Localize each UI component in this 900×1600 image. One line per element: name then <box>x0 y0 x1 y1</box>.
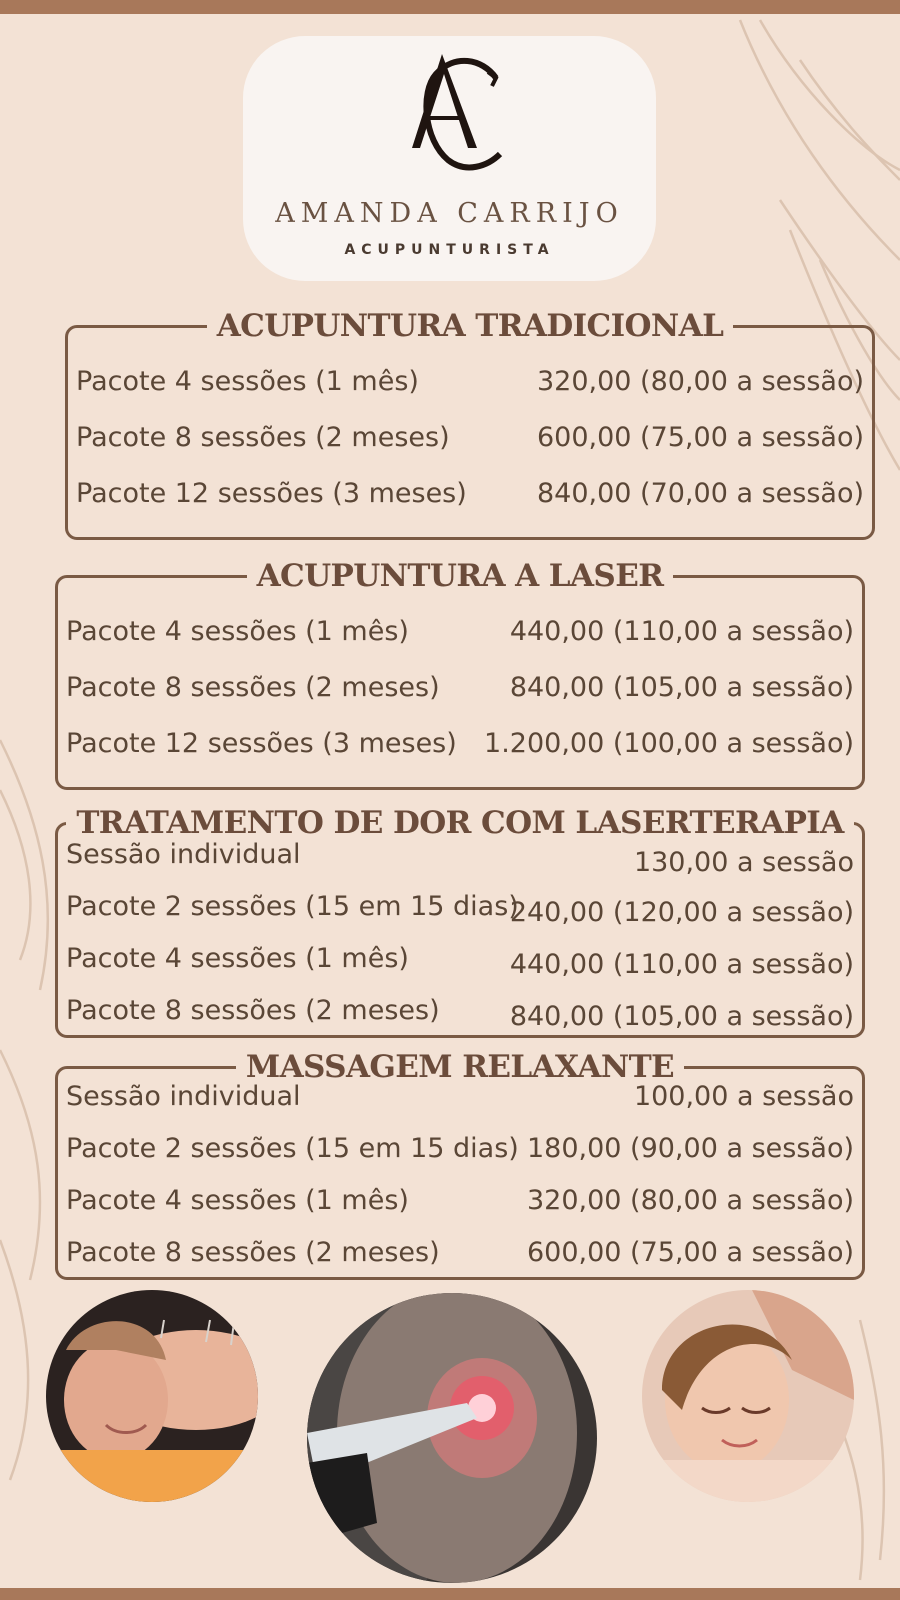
package-name: Pacote 12 sessões (3 meses) <box>66 728 457 759</box>
package-price: 840,00 (105,00 a sessão) <box>509 672 854 703</box>
acupuncture-photo <box>46 1290 258 1502</box>
price-row <box>76 366 864 406</box>
package-price: 180,00 (90,00 a sessão) <box>526 1133 854 1164</box>
package-price: 600,00 (75,00 a sessão) <box>526 1237 854 1268</box>
section-title: ACUPUNTURA A LASER <box>247 558 674 594</box>
price-row <box>76 422 864 462</box>
package-price: 1.200,00 (100,00 a sessão) <box>484 728 854 759</box>
brand-subtitle: ACUPUNTURISTA <box>344 242 555 258</box>
package-name: Pacote 8 sessões (2 meses) <box>66 1237 440 1268</box>
package-price: 440,00 (110,00 a sessão) <box>509 949 854 980</box>
price-row <box>66 1133 854 1173</box>
price-row <box>66 728 854 768</box>
package-price: 440,00 (110,00 a sessão) <box>509 616 854 647</box>
section-title: TRATAMENTO DE DOR COM LASERTERAPIA <box>66 805 853 841</box>
price-row <box>66 891 854 931</box>
package-price: 840,00 (105,00 a sessão) <box>509 1001 854 1032</box>
price-row <box>66 1237 854 1277</box>
section-tratamento-dor <box>55 805 865 1038</box>
brand-name: AMANDA CARRIJO <box>275 198 624 229</box>
monogram-logo <box>384 46 514 186</box>
package-price: 600,00 (75,00 a sessão) <box>536 422 864 453</box>
package-name: Pacote 4 sessões (1 mês) <box>66 1185 409 1216</box>
price-row <box>66 1081 854 1121</box>
package-price: 240,00 (120,00 a sessão) <box>509 897 854 928</box>
logo-card <box>243 36 656 281</box>
laser-therapy-photo <box>307 1293 597 1583</box>
package-name: Pacote 8 sessões (2 meses) <box>76 422 450 453</box>
massage-photo <box>642 1290 854 1502</box>
package-name: Pacote 12 sessões (3 meses) <box>76 478 467 509</box>
package-name: Pacote 8 sessões (2 meses) <box>66 672 440 703</box>
package-price: 320,00 (80,00 a sessão) <box>536 366 864 397</box>
price-row <box>66 672 854 712</box>
section-acupuntura-laser <box>55 558 865 790</box>
section-massagem-relaxante <box>55 1049 865 1280</box>
package-name: Sessão individual <box>66 839 301 870</box>
package-name: Pacote 2 sessões (15 em 15 dias) <box>66 1133 519 1164</box>
package-name: Pacote 4 sessões (1 mês) <box>66 943 409 974</box>
package-name: Pacote 8 sessões (2 meses) <box>66 995 440 1026</box>
price-row <box>76 478 864 518</box>
package-name: Pacote 2 sessões (15 em 15 dias) <box>66 891 519 922</box>
section-title: MASSAGEM RELAXANTE <box>236 1049 684 1085</box>
bottom-border-bar <box>0 1588 900 1600</box>
package-price: 840,00 (70,00 a sessão) <box>536 478 864 509</box>
package-price: 100,00 a sessão <box>633 1081 854 1112</box>
package-name: Pacote 4 sessões (1 mês) <box>66 616 409 647</box>
price-row <box>66 616 854 656</box>
top-border-bar <box>0 0 900 14</box>
package-name: Sessão individual <box>66 1081 301 1112</box>
section-acupuntura-tradicional <box>65 308 875 540</box>
section-title: ACUPUNTURA TRADICIONAL <box>207 308 734 344</box>
package-name: Pacote 4 sessões (1 mês) <box>76 366 419 397</box>
price-row <box>66 943 854 983</box>
price-row <box>66 1185 854 1225</box>
price-row <box>66 839 854 879</box>
package-price: 130,00 a sessão <box>633 847 854 878</box>
package-price: 320,00 (80,00 a sessão) <box>526 1185 854 1216</box>
price-row <box>66 995 854 1035</box>
